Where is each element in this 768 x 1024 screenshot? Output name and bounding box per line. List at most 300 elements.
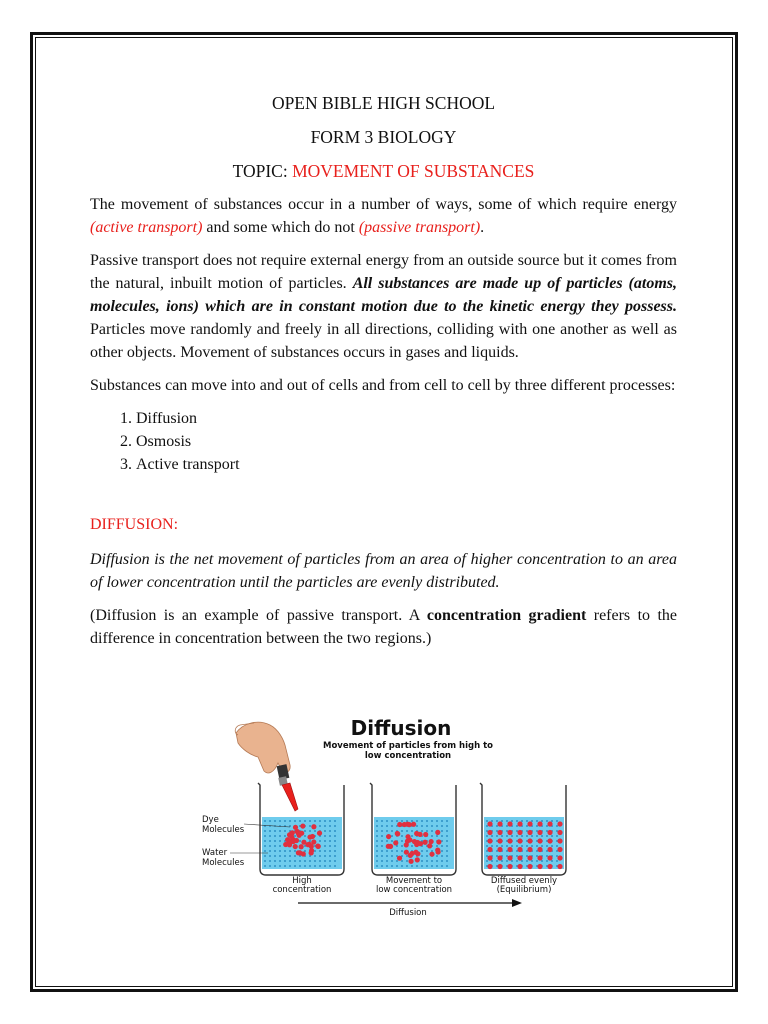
water-molecule [269, 860, 271, 862]
dye-molecule [393, 840, 398, 845]
dye-molecule [412, 839, 417, 844]
water-molecule [446, 830, 448, 832]
water-molecule [284, 850, 286, 852]
water-molecule [294, 850, 296, 852]
water-molecule [486, 820, 488, 822]
water-molecule [304, 860, 306, 862]
water-molecule [329, 835, 331, 837]
dye-molecule [418, 841, 423, 846]
water-molecule [376, 845, 378, 847]
water-molecule [264, 835, 266, 837]
water-molecule [491, 845, 493, 847]
water-molecule [531, 820, 533, 822]
water-molecule [446, 825, 448, 827]
water-molecule [289, 860, 291, 862]
water-molecule [264, 840, 266, 842]
water-molecule [396, 850, 398, 852]
water-molecule [376, 855, 378, 857]
water-molecule [376, 830, 378, 832]
water-molecule [319, 855, 321, 857]
dye-molecule [517, 830, 522, 835]
dye-molecule [547, 847, 552, 852]
school-name: OPEN BIBLE HIGH SCHOOL [271, 93, 496, 113]
water-molecule [391, 860, 393, 862]
water-molecule [376, 865, 378, 867]
water-molecule [279, 820, 281, 822]
water-molecule [299, 865, 301, 867]
figure-subtitle-1: Movement of particles from high to [322, 741, 494, 751]
water-molecule [421, 860, 423, 862]
water-molecule [274, 830, 276, 832]
water-molecule [411, 830, 413, 832]
water-molecule [324, 830, 326, 832]
water-molecule [299, 860, 301, 862]
water-molecule [411, 845, 413, 847]
dye-molecule [305, 842, 310, 847]
figure-subtitle-2: low concentration [364, 751, 452, 761]
water-molecule [314, 855, 316, 857]
water-molecule [446, 850, 448, 852]
water-molecule [334, 820, 336, 822]
dye-molecule [547, 821, 552, 826]
water-molecule [329, 845, 331, 847]
water-molecule [309, 830, 311, 832]
water-molecule [334, 865, 336, 867]
water-molecule [516, 845, 518, 847]
water-molecule [329, 865, 331, 867]
dye-molecule [517, 821, 522, 826]
dye-molecule [527, 864, 532, 869]
water-molecule [541, 820, 543, 822]
dye-molecule [423, 840, 428, 845]
water-molecule [391, 840, 393, 842]
water-molecule [319, 840, 321, 842]
dye-molecule [557, 847, 562, 852]
dye-molecule [429, 852, 434, 857]
water-molecule [501, 845, 503, 847]
water-molecule [396, 820, 398, 822]
water-molecule [376, 835, 378, 837]
dye-molecule [517, 838, 522, 843]
water-molecule [391, 825, 393, 827]
water-molecule [314, 865, 316, 867]
water-molecule [541, 845, 543, 847]
dye-molecule [388, 844, 393, 849]
caption-beaker3-line1: Diffused evenly [490, 876, 558, 886]
water-molecule [284, 830, 286, 832]
water-molecule [274, 865, 276, 867]
dye-molecule [547, 830, 552, 835]
water-molecule [496, 825, 498, 827]
water-molecule [299, 840, 301, 842]
water-molecule [506, 835, 508, 837]
water-molecule [324, 820, 326, 822]
water-molecule [279, 855, 281, 857]
paragraph-processes: Substances can move into and out of cells and from cell to cell by three different processes: [90, 377, 676, 394]
water-molecule [426, 825, 428, 827]
water-molecule [314, 850, 316, 852]
water-molecule [334, 835, 336, 837]
water-molecule [289, 820, 291, 822]
water-molecule [426, 865, 428, 867]
water-molecule [391, 820, 393, 822]
paragraph-intro [90, 193, 677, 239]
water-molecule [294, 820, 296, 822]
water-molecule [274, 845, 276, 847]
dye-molecule [537, 830, 542, 835]
water-molecule [279, 840, 281, 842]
water-molecule [334, 860, 336, 862]
water-molecule [491, 860, 493, 862]
water-molecule [269, 850, 271, 852]
water-molecule [386, 820, 388, 822]
water-molecule [436, 865, 438, 867]
water-molecule [284, 835, 286, 837]
dye-molecule [299, 844, 304, 849]
topic-value: MOVEMENT OF SUBSTANCES [292, 161, 535, 181]
water-molecule [431, 825, 433, 827]
intro-text-3: . [480, 219, 485, 236]
water-molecule [556, 820, 558, 822]
water-molecule [556, 860, 558, 862]
water-molecule [264, 830, 266, 832]
dye-molecule [487, 847, 492, 852]
intro-text-1: The movement of substances occur in a number of ways, some of which require energy [90, 196, 677, 213]
water-molecule [531, 845, 533, 847]
water-molecule [441, 820, 443, 822]
dye-molecule [557, 821, 562, 826]
water-molecule [526, 835, 528, 837]
water-molecule [329, 820, 331, 822]
water-molecule [411, 820, 413, 822]
water-molecule [426, 860, 428, 862]
dye-molecule [557, 830, 562, 835]
water-molecule [426, 855, 428, 857]
water-molecule [329, 830, 331, 832]
dye-molecule [547, 855, 552, 860]
water-molecule [314, 820, 316, 822]
water-molecule [446, 860, 448, 862]
dye-molecule [397, 822, 402, 827]
water-molecule [334, 840, 336, 842]
water-molecule [334, 850, 336, 852]
water-molecule [446, 835, 448, 837]
water-molecule [496, 855, 498, 857]
dye-molecule [507, 838, 512, 843]
water-molecule [421, 820, 423, 822]
water-molecule [324, 825, 326, 827]
dye-molecule [517, 864, 522, 869]
dye-molecule [311, 824, 316, 829]
water-molecule [386, 865, 388, 867]
dye-molecule [414, 831, 419, 836]
water-molecule [269, 855, 271, 857]
definition-text: Diffusion is the net movement of particles from an area of higher concentration to an area of lower concentration until the particles are evenly distributed. [90, 551, 677, 591]
water-molecule [516, 860, 518, 862]
dye-molecule [299, 831, 304, 836]
water-molecule [381, 830, 383, 832]
water-molecule [546, 835, 548, 837]
dye-molecule [497, 864, 502, 869]
dye-molecule [557, 855, 562, 860]
water-molecule [406, 855, 408, 857]
water-molecule [441, 860, 443, 862]
water-molecule [536, 835, 538, 837]
dye-molecule [497, 847, 502, 852]
water-molecule [516, 835, 518, 837]
water-molecule [381, 835, 383, 837]
particles-statement: All substances are made up of particles (atoms, molecules, ions) which are in constant motion due to the kinetic energy they possess. [90, 275, 677, 315]
form-title: FORM 3 BIOLOGY [310, 127, 457, 147]
water-molecule [329, 825, 331, 827]
water-molecule [536, 820, 538, 822]
water-molecule [269, 830, 271, 832]
dye-molecule [287, 840, 292, 845]
dye-molecule [395, 831, 400, 836]
water-molecule [551, 835, 553, 837]
dye-molecule [316, 844, 321, 849]
dye-molecule [293, 825, 298, 830]
caption-beaker1-line2: concentration [272, 885, 332, 895]
water-molecule [511, 845, 513, 847]
water-molecule [486, 835, 488, 837]
water-molecule [526, 845, 528, 847]
water-molecule [431, 865, 433, 867]
water-molecule [431, 820, 433, 822]
water-molecule [496, 845, 498, 847]
water-molecule [491, 820, 493, 822]
label-water-2: Molecules [202, 858, 245, 868]
water-molecule [436, 855, 438, 857]
water-molecule [511, 820, 513, 822]
water-molecule [496, 820, 498, 822]
water-molecule [446, 820, 448, 822]
dye-molecule [517, 855, 522, 860]
water-molecule [501, 860, 503, 862]
water-molecule [376, 860, 378, 862]
water-molecule [274, 860, 276, 862]
dye-molecule [293, 844, 298, 849]
water-molecule [324, 860, 326, 862]
dye-molecule [537, 855, 542, 860]
water-molecule [431, 830, 433, 832]
caption-beaker1-line1: High [292, 876, 312, 886]
water-molecule [391, 835, 393, 837]
water-molecule [386, 855, 388, 857]
water-molecule [381, 865, 383, 867]
water-molecule [319, 865, 321, 867]
water-molecule [526, 825, 528, 827]
water-molecule [436, 825, 438, 827]
water-molecule [531, 860, 533, 862]
caption-beaker2-line2: low concentration [375, 885, 453, 895]
water-molecule [496, 835, 498, 837]
label-dye-1: Dye [202, 815, 219, 825]
water-molecule [309, 860, 311, 862]
dye-molecule [517, 847, 522, 852]
diffusion-figure [198, 713, 568, 921]
dye-molecule [537, 847, 542, 852]
dye-molecule [497, 821, 502, 826]
passive-text-2: Particles move randomly and freely in all directions, colliding with one another as well as other objects. Movement of substances occurs in gases and liquids. [90, 321, 677, 361]
water-molecule [376, 820, 378, 822]
water-molecule [496, 860, 498, 862]
water-molecule [314, 860, 316, 862]
water-molecule [284, 865, 286, 867]
water-molecule [426, 850, 428, 852]
water-molecule [441, 835, 443, 837]
water-molecule [329, 855, 331, 857]
water-molecule [536, 860, 538, 862]
water-molecule [506, 825, 508, 827]
water-molecule [516, 820, 518, 822]
water-molecule [381, 850, 383, 852]
list-item: 1. Diffusion [136, 407, 677, 430]
water-molecule [376, 840, 378, 842]
dye-molecule [427, 843, 432, 848]
dye-molecule [507, 830, 512, 835]
water-molecule [431, 860, 433, 862]
water-molecule [426, 830, 428, 832]
water-molecule [279, 850, 281, 852]
water-molecule [521, 845, 523, 847]
paragraph-passive [90, 249, 677, 364]
water-molecule [526, 855, 528, 857]
water-molecule [391, 850, 393, 852]
water-molecule [284, 820, 286, 822]
figure-title: Diffusion [350, 716, 452, 740]
active-transport-term: (active transport) [90, 219, 203, 236]
water-molecule [551, 860, 553, 862]
water-molecule [274, 850, 276, 852]
water-molecule [329, 850, 331, 852]
topic-line [90, 160, 677, 183]
dye-molecule [507, 821, 512, 826]
dye-molecule [547, 864, 552, 869]
water-molecule [531, 835, 533, 837]
water-molecule [486, 825, 488, 827]
water-molecule [304, 835, 306, 837]
water-molecule [506, 860, 508, 862]
list-item: 3. Active transport [136, 453, 677, 476]
dye-molecule [487, 821, 492, 826]
water-molecule [516, 855, 518, 857]
water-molecule [279, 860, 281, 862]
water-molecule [309, 820, 311, 822]
water-molecule [299, 820, 301, 822]
water-molecule [324, 850, 326, 852]
water-molecule [541, 860, 543, 862]
water-molecule [521, 860, 523, 862]
water-molecule [416, 865, 418, 867]
water-molecule [289, 865, 291, 867]
water-molecule [269, 835, 271, 837]
water-molecule [289, 825, 291, 827]
water-molecule [401, 850, 403, 852]
water-molecule [536, 845, 538, 847]
water-molecule [401, 865, 403, 867]
dye-molecule [557, 864, 562, 869]
dye-molecule [527, 855, 532, 860]
dye-molecule [435, 848, 440, 853]
water-molecule [401, 830, 403, 832]
water-molecule [264, 845, 266, 847]
water-molecule [284, 855, 286, 857]
water-molecule [319, 825, 321, 827]
water-molecule [319, 820, 321, 822]
water-molecule [556, 855, 558, 857]
water-molecule [441, 845, 443, 847]
concentration-gradient-term: concentration gradient [426, 607, 587, 624]
water-molecule [501, 835, 503, 837]
dye-molecule [557, 838, 562, 843]
water-molecule [391, 830, 393, 832]
note-text-2: refers to the difference in concentration between the two regions.) [90, 607, 678, 647]
water-molecule [386, 825, 388, 827]
dye-molecule [497, 830, 502, 835]
water-molecule [446, 840, 448, 842]
diffusion-definition [90, 548, 677, 594]
water-molecule [401, 845, 403, 847]
water-molecule [309, 840, 311, 842]
water-molecule [386, 860, 388, 862]
dye-molecule [497, 855, 502, 860]
water-molecule [279, 845, 281, 847]
water-molecule [491, 835, 493, 837]
water-molecule [294, 835, 296, 837]
water-molecule [289, 855, 291, 857]
dye-molecule [527, 821, 532, 826]
water-molecule [486, 860, 488, 862]
dye-molecule [397, 856, 402, 861]
water-molecule [304, 865, 306, 867]
water-molecule [421, 830, 423, 832]
dye-molecule [310, 834, 315, 839]
water-molecule [426, 820, 428, 822]
water-molecule [536, 855, 538, 857]
water-molecule [274, 840, 276, 842]
dye-molecule [487, 838, 492, 843]
dye-molecule [317, 831, 322, 836]
water-molecule [526, 860, 528, 862]
water-molecule [324, 855, 326, 857]
dye-molecule [507, 864, 512, 869]
water-molecule [381, 860, 383, 862]
water-molecule [546, 825, 548, 827]
water-molecule [546, 845, 548, 847]
water-molecule [294, 855, 296, 857]
water-molecule [381, 840, 383, 842]
water-molecule [324, 840, 326, 842]
dye-molecule [404, 842, 409, 847]
water-molecule [536, 825, 538, 827]
water-molecule [401, 840, 403, 842]
water-molecule [516, 825, 518, 827]
water-molecule [319, 860, 321, 862]
water-molecule [506, 845, 508, 847]
water-molecule [441, 830, 443, 832]
dye-molecule [300, 823, 305, 828]
water-molecule [284, 860, 286, 862]
water-molecule [431, 835, 433, 837]
passive-text-1: Passive transport does not require external energy from an outside source but it comes from the natural, inbuilt motion of particles. [90, 252, 677, 292]
water-molecule [446, 855, 448, 857]
water-molecule [334, 830, 336, 832]
water-molecule [446, 865, 448, 867]
dye-molecule [405, 834, 410, 839]
water-molecule [441, 855, 443, 857]
water-molecule [329, 860, 331, 862]
